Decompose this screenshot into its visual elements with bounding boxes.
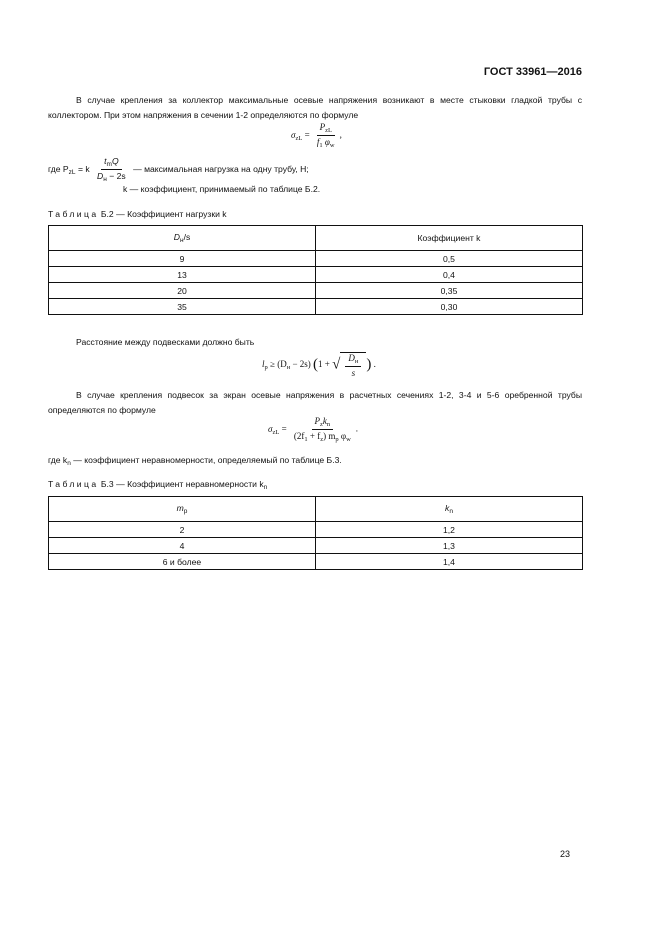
paragraph-spacing: Расстояние между подвесками должно быть xyxy=(76,337,255,347)
document-header: ГОСТ 33961—2016 xyxy=(483,66,582,78)
page-number: 23 xyxy=(560,849,571,859)
where-pzl-definition: где $P_{zL} = k$ $\frac{t_mQ}{D_н - 2s}$ — максимальная нагрузка на одну трубу, Н; xyxy=(48,156,309,183)
table-row: 35 0,30 xyxy=(49,299,583,315)
table-row: 9 0,5 xyxy=(49,251,583,267)
table-row: 13 0,4 xyxy=(49,267,583,283)
formula-sigma-collector: $\sigma_{zL}$ = $\frac{P_{zL}}{f_1 \varphi_w}$ , xyxy=(291,122,342,149)
table3-header-kn: $k_n$ xyxy=(316,497,583,522)
table-row: 6 и более 1,4 xyxy=(49,554,583,570)
formula-sigma-screen: $\sigma_{zL}$ = $\frac{P_zk_n}{(2f_1 + f_z) m_p \varphi_w}$ . xyxy=(268,416,359,443)
load-coefficient-table xyxy=(48,225,583,315)
table2-header-k: Коэффициент k xyxy=(316,226,583,251)
nonuniformity-coefficient-table xyxy=(48,496,583,570)
where-kn-definition: где $k_n$ — коэффициент неравномерности, определяемый по таблице Б.3. xyxy=(48,455,342,467)
table3-header-mp: $m_p$ xyxy=(49,497,316,522)
paragraph-screen-mount: В случае крепления подвесок за экран осевые напряжения в расчетных сечениях 1-2, 3-4 и 5-6 оребренной трубы определяются по формуле xyxy=(48,390,582,415)
table-row: 4 1,3 xyxy=(49,538,583,554)
table2-caption: Таблица Б.2 — Коэффициент нагрузки k xyxy=(48,209,227,219)
paragraph-collector: В случае крепления за коллектор максимальные осевые напряжения возникают в месте стыковки гладкой трубы с коллектором. При этом напряжения в сечении 1-2 определяются по формуле xyxy=(48,95,582,120)
table2-header-dn-s: $D_н/s$ xyxy=(49,226,316,251)
table3-caption: Таблица Б.3 — Коэффициент неравномерности $k_n$ xyxy=(48,479,268,491)
formula-hanger-spacing: $l_p \ge (D_н - 2s) (1$ + √ $\frac{D_н}{s}$ ) . xyxy=(262,353,376,378)
table-row: 2 1,2 xyxy=(49,522,583,538)
where-k-definition: k — коэффициент, принимаемый по таблице Б.2. xyxy=(123,184,321,194)
table-row: 20 0,35 xyxy=(49,283,583,299)
